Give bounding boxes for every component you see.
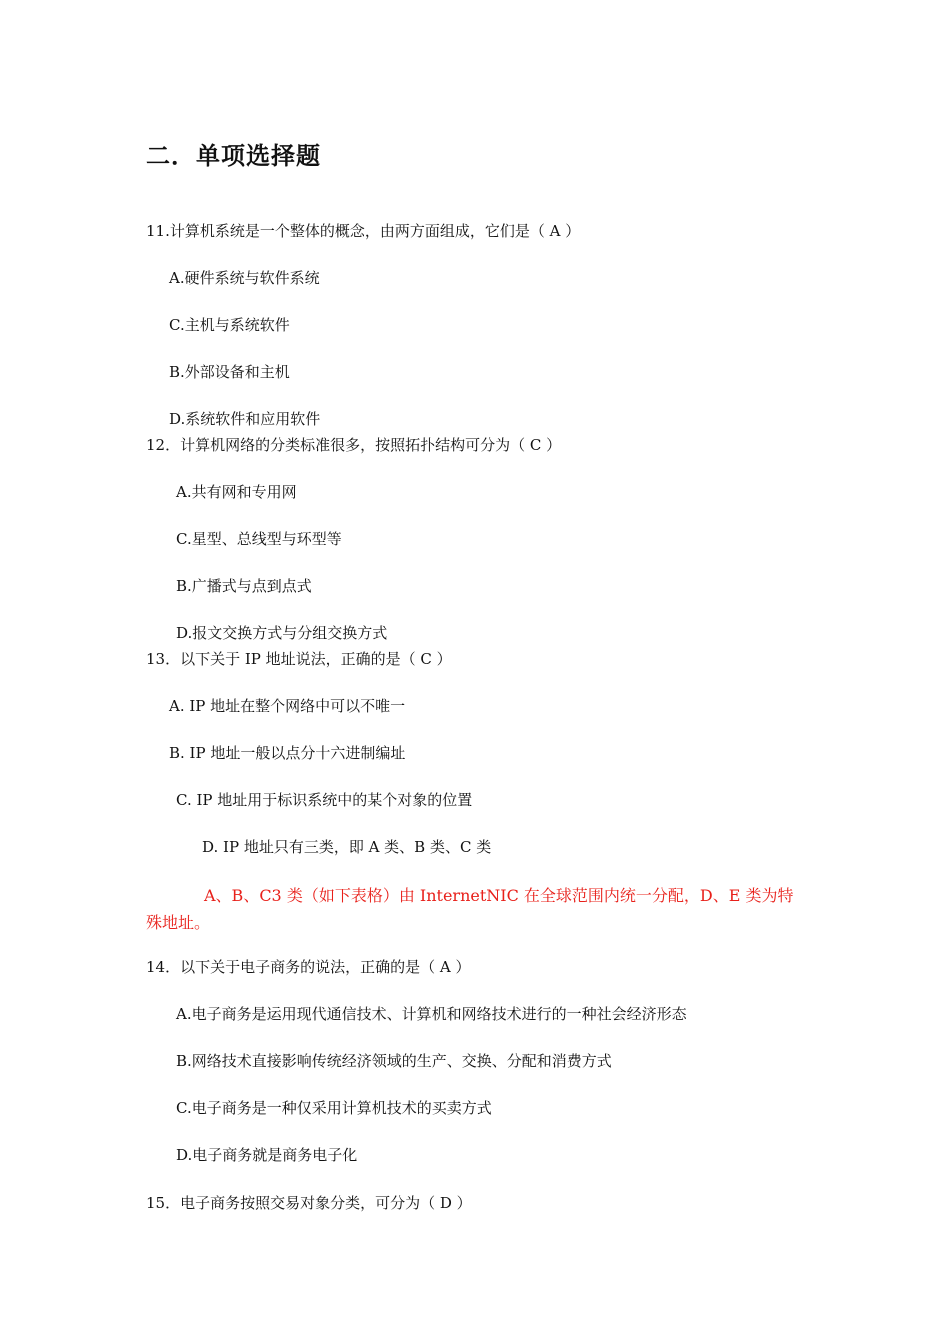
question-15-stem: 15．电子商务按照交易对象分类，可分为（ D ） xyxy=(146,1194,472,1212)
question-14-option-c: C.电子商务是一种仅采用计算机技术的买卖方式 xyxy=(176,1099,492,1117)
question-11-option-d: D.系统软件和应用软件 xyxy=(169,410,321,428)
question-11-option-b: B.外部设备和主机 xyxy=(169,363,290,381)
question-14-option-d: D.电子商务就是商务电子化 xyxy=(176,1146,358,1164)
question-13-option-c: C. IP 地址用于标识系统中的某个对象的位置 xyxy=(176,791,473,809)
question-12-stem: 12．计算机网络的分类标准很多，按照拓扑结构可分为（ C ） xyxy=(146,436,562,454)
question-14-option-a: A.电子商务是运用现代通信技术、计算机和网络技术进行的一种社会经济形态 xyxy=(176,1005,687,1023)
question-12-option-a: A.共有网和专用网 xyxy=(176,483,297,501)
question-13-option-b: B. IP 地址一般以点分十六进制编址 xyxy=(169,744,406,762)
question-11-stem: 11.计算机系统是一个整体的概念，由两方面组成，它们是（ A ） xyxy=(146,222,581,240)
question-14-stem: 14．以下关于电子商务的说法，正确的是（ A ） xyxy=(146,958,471,976)
question-11-option-a: A.硬件系统与软件系统 xyxy=(169,269,320,287)
question-13-option-a: A. IP 地址在整个网络中可以不唯一 xyxy=(169,697,406,715)
question-11-option-c: C.主机与系统软件 xyxy=(169,316,290,334)
question-13-stem: 13．以下关于 IP 地址说法，正确的是（ C ） xyxy=(146,650,452,668)
question-12-option-b: B.广播式与点到点式 xyxy=(176,577,312,595)
question-14-option-b: B.网络技术直接影响传统经济领域的生产、交换、分配和消费方式 xyxy=(176,1052,612,1070)
question-12-option-c: C.星型、总线型与环型等 xyxy=(176,530,342,548)
question-13-option-d: D. IP 地址只有三类，即 A 类、B 类、C 类 xyxy=(202,838,492,856)
question-12-option-d: D.报文交换方式与分组交换方式 xyxy=(176,624,388,642)
question-13-note: A、B、C3 类（如下表格）由 InternetNIC 在全球范围内统一分配，D、E 类为特殊地址。 xyxy=(146,886,794,932)
section-title: 二．单项选择题 xyxy=(146,142,321,170)
